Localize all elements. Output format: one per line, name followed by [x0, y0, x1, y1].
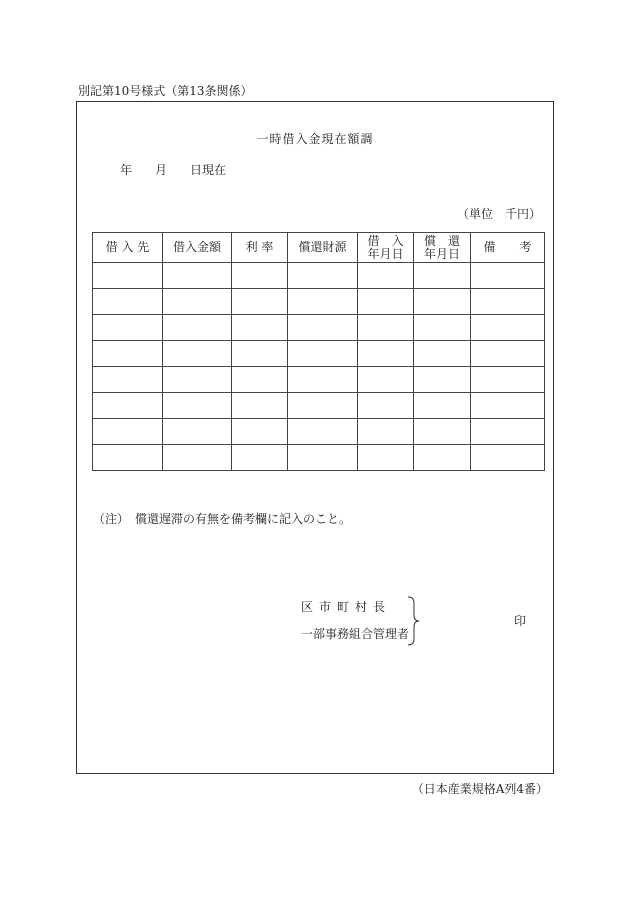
table-row [93, 289, 545, 315]
table-cell [163, 341, 232, 367]
table-cell [471, 315, 545, 341]
col-lender: 借 入 先 [93, 233, 163, 263]
table-cell [358, 289, 414, 315]
table-cell [471, 419, 545, 445]
table-cell [163, 393, 232, 419]
paper-size-footer: （日本産業規格A列4番） [411, 782, 548, 796]
table-row [93, 393, 545, 419]
table-cell [93, 263, 163, 289]
table-cell [358, 341, 414, 367]
table-cell [358, 263, 414, 289]
brace-icon [407, 595, 421, 647]
table-cell [414, 445, 471, 471]
table-cell [288, 393, 358, 419]
table-cell [471, 263, 545, 289]
table-row [93, 367, 545, 393]
col-repay-date: 償 還 年月日 [414, 233, 471, 263]
note-text: （注） 償還遅滞の有無を備考欄に記入のこと。 [93, 512, 352, 526]
date-day-status-label: 日現在 [190, 163, 227, 177]
table-cell [232, 367, 288, 393]
table-cell [414, 289, 471, 315]
col-borrow-date: 借 入 年月日 [358, 233, 414, 263]
table-cell [93, 393, 163, 419]
seal-label: 印 [514, 614, 527, 628]
table-cell [163, 445, 232, 471]
col-remarks: 備 考 [471, 233, 545, 263]
date-year-label: 年 [120, 163, 133, 177]
table-cell [358, 419, 414, 445]
table-cell [288, 263, 358, 289]
signature-block [301, 598, 541, 646]
table-cell [288, 289, 358, 315]
table-cell [471, 289, 545, 315]
table-cell [232, 315, 288, 341]
loan-table-body [93, 263, 545, 471]
col-loan-amount: 借入金額 [163, 233, 232, 263]
table-cell [471, 393, 545, 419]
table-cell [414, 393, 471, 419]
table-cell [358, 393, 414, 419]
table-cell [471, 445, 545, 471]
date-month-label: 月 [155, 163, 168, 177]
table-cell [358, 445, 414, 471]
table-header-row [93, 233, 545, 263]
table-cell [93, 289, 163, 315]
table-cell [288, 367, 358, 393]
table-cell [163, 289, 232, 315]
table-row [93, 315, 545, 341]
table-cell [232, 419, 288, 445]
unit-label: （単位 千円） [456, 207, 541, 221]
table-cell [93, 315, 163, 341]
table-cell [414, 367, 471, 393]
table-cell [232, 263, 288, 289]
table-cell [358, 315, 414, 341]
table-cell [93, 419, 163, 445]
table-cell [232, 445, 288, 471]
table-cell [232, 289, 288, 315]
table-cell [163, 315, 232, 341]
table-cell [288, 445, 358, 471]
form-frame [76, 101, 554, 774]
loan-table [92, 232, 545, 471]
col-repayment-source: 償還財源 [288, 233, 358, 263]
table-cell [163, 263, 232, 289]
table-cell [414, 419, 471, 445]
table-cell [471, 341, 545, 367]
table-cell [414, 315, 471, 341]
table-cell [232, 393, 288, 419]
form-number-label: 別記第10号様式（第13条関係） [78, 84, 253, 98]
table-cell [358, 367, 414, 393]
table-cell [163, 419, 232, 445]
col-interest-rate: 利 率 [232, 233, 288, 263]
table-cell [471, 367, 545, 393]
table-cell [163, 367, 232, 393]
table-row [93, 263, 545, 289]
table-cell [93, 445, 163, 471]
table-row [93, 419, 545, 445]
table-cell [232, 341, 288, 367]
table-cell [288, 315, 358, 341]
signatory-mayor: 区市町村長 [301, 600, 392, 614]
table-cell [414, 341, 471, 367]
table-cell [414, 263, 471, 289]
table-row [93, 445, 545, 471]
signatory-association-manager: 一部事務組合管理者 [301, 627, 410, 641]
table-cell [93, 367, 163, 393]
table-cell [93, 341, 163, 367]
form-title: 一時借入金現在額調 [256, 132, 374, 146]
table-cell [288, 419, 358, 445]
table-cell [288, 341, 358, 367]
table-row [93, 341, 545, 367]
